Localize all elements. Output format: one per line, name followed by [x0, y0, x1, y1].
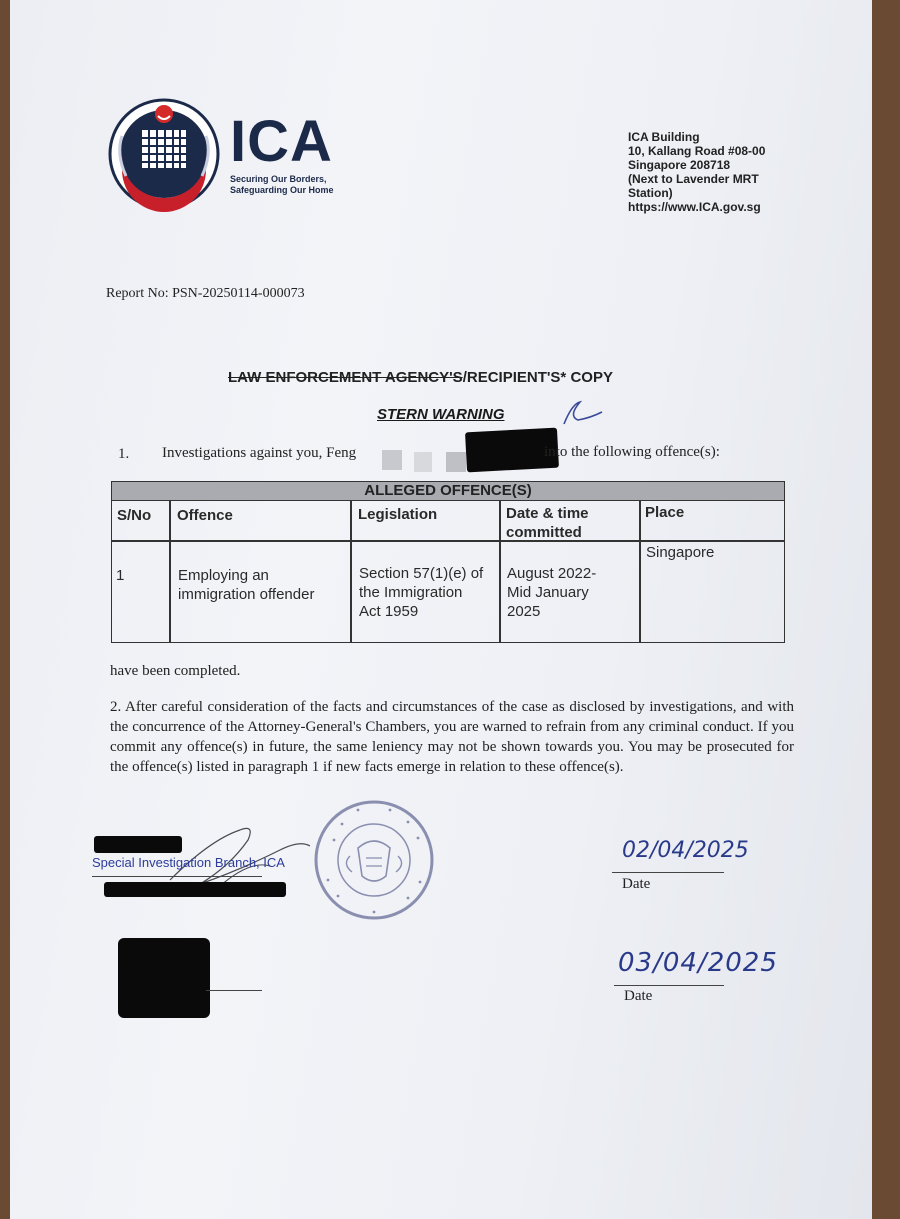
- document-heading: STERN WARNING: [377, 406, 505, 423]
- document-page: [10, 0, 872, 1219]
- agency-name: ICA: [230, 109, 333, 174]
- logo-wordmark: [230, 109, 350, 196]
- offence-table: [111, 481, 785, 643]
- table-cell-date: August 2022- Mid January 2025: [507, 565, 597, 620]
- completion-text: have been completed.: [110, 663, 241, 679]
- redaction-bar: [118, 938, 210, 1018]
- address-line: 10, Kallang Road #08-00: [628, 144, 766, 158]
- handwritten-date-1: 02/04/2025: [622, 838, 749, 863]
- date-label-1: Date: [622, 876, 651, 892]
- address-line: ICA Building: [628, 130, 700, 144]
- signature-line: [92, 876, 262, 877]
- address-line: Station): [628, 186, 673, 200]
- table-cell-legislation: Section 57(1)(e) of the Immigration Act 1959: [359, 565, 484, 620]
- address-line: Singapore 208718: [628, 158, 731, 172]
- date-line: [614, 985, 724, 986]
- copy-title: [228, 369, 613, 386]
- para1-text-after: into the following offence(s):: [544, 444, 720, 460]
- column-header: Place: [645, 504, 685, 521]
- date-label-2: Date: [624, 988, 653, 1004]
- table-cell-place: Singapore: [646, 544, 715, 561]
- address-line: (Next to Lavender MRT: [628, 172, 759, 186]
- date-line: [612, 872, 724, 873]
- handwritten-tick: [558, 398, 608, 430]
- agency-address: [628, 130, 765, 214]
- column-header: Legislation: [358, 506, 438, 523]
- para1-number: 1.: [118, 446, 130, 462]
- column-header: Date & time committed: [506, 505, 589, 541]
- column-header: Offence: [177, 507, 233, 524]
- table-cell-sno: 1: [116, 567, 125, 584]
- official-stamp: [312, 798, 436, 922]
- handwritten-date-2: 03/04/2025: [618, 948, 778, 978]
- signature-line: [206, 990, 262, 991]
- pixelated-redaction: [446, 452, 466, 472]
- table-title: ALLEGED OFFENCE(S): [112, 482, 784, 501]
- redaction-bar: [104, 882, 286, 897]
- pixelated-redaction: [382, 450, 402, 470]
- table-cell-offence: Employing an immigration offender: [178, 567, 315, 603]
- para1-text-before: Investigations against you, Feng: [162, 445, 357, 461]
- pixelated-redaction: [414, 452, 432, 472]
- copy-title-struck: LAW ENFORCEMENT AGENCY'S: [228, 369, 463, 386]
- signatory-unit: Special Investigation Branch, ICA: [92, 855, 285, 870]
- paragraph-2: 2. After careful consideration of the facts and circumstances of the case as disclosed by investigations, and with the concurrence of the Attorney-General's Chambers, you are warned to refrain from any criminal conduct. If you commit any offence(s) in future, the same leniency may not be shown towards you. You may be prosecuted for the offence(s) listed in paragraph 1 if new facts emerge in relation to these offence(s).: [110, 699, 794, 775]
- agency-tagline: Securing Our Borders, Safeguarding Our Home: [230, 174, 334, 195]
- column-header: S/No: [117, 507, 152, 524]
- report-number: Report No: PSN-20250114-000073: [106, 286, 305, 301]
- address-website: https://www.ICA.gov.sg: [628, 200, 761, 214]
- ica-crest-logo: [108, 96, 220, 214]
- copy-title-rest: /RECIPIENT'S* COPY: [462, 369, 613, 386]
